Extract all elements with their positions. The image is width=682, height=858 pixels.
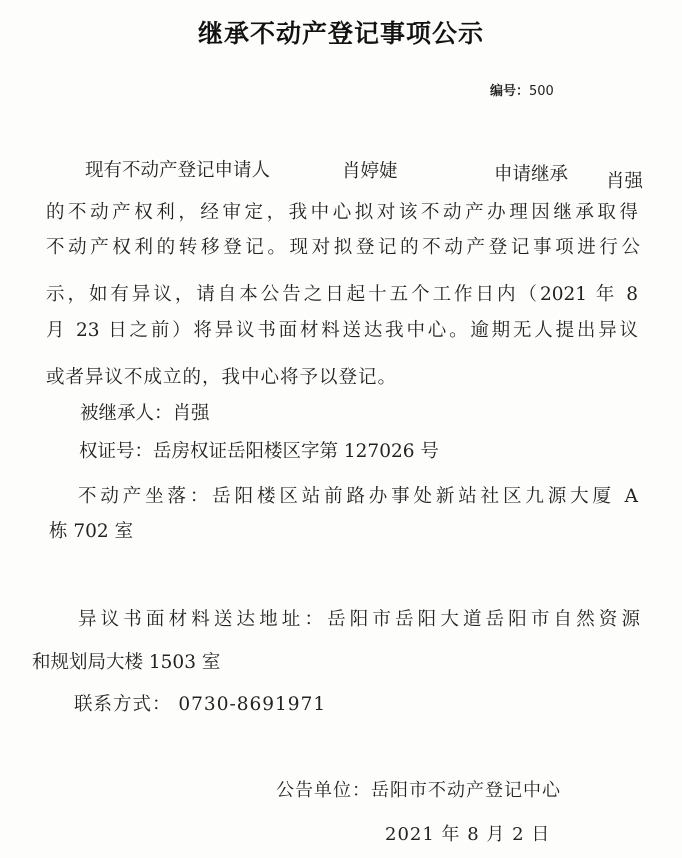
intro-prefix: 现有不动产登记申请人 — [85, 160, 271, 181]
body-line-4: 月 23 日之前）将异议书面材料送达我中心。逾期无人提出异议 — [46, 320, 638, 341]
objection-address-line-1: 异议书面材料送达地址：岳阳市岳阳大道岳阳市自然资源 — [78, 609, 640, 630]
objection-address-line-2: 和规划局大楼 1503 室 — [32, 652, 221, 673]
applicant-name: 肖婷婕 — [342, 161, 398, 182]
body-line-5: 或者异议不成立的，我中心将予以登记。 — [46, 367, 398, 388]
document-number — [490, 80, 554, 99]
document-number-value: 500 — [529, 84, 554, 99]
location-line-1: 不动产坐落：岳阳楼区站前路办事处新站社区九源大厦 A — [78, 486, 638, 507]
page-title: 继承不动产登记事项公示 — [197, 19, 484, 48]
contact-line: 联系方式： 0730-8691971 — [74, 694, 327, 715]
location-line-2: 栋 702 室 — [49, 521, 134, 542]
publisher-line: 公告单位：岳阳市不动产登记中心 — [276, 780, 561, 801]
apply-phrase: 申请继承 — [494, 164, 569, 185]
deceased-name: 肖强 — [606, 171, 644, 192]
decedent-line: 被继承人：肖强 — [80, 403, 210, 424]
issue-date: 2021 年 8 月 2 日 — [385, 824, 551, 845]
body-line-3: 示，如有异议，请自本公告之日起十五个工作日内（2021 年 8 — [46, 284, 638, 305]
document-number-label: 编号： — [490, 84, 530, 99]
body-line-1: 的不动产权利，经审定，我中心拟对该不动产办理因继承取得 — [46, 202, 638, 223]
body-line-2: 不动产权利的转移登记。现对拟登记的不动产登记事项进行公 — [46, 237, 640, 258]
certificate-line: 权证号：岳房权证岳阳楼区字第 127026 号 — [79, 441, 439, 462]
